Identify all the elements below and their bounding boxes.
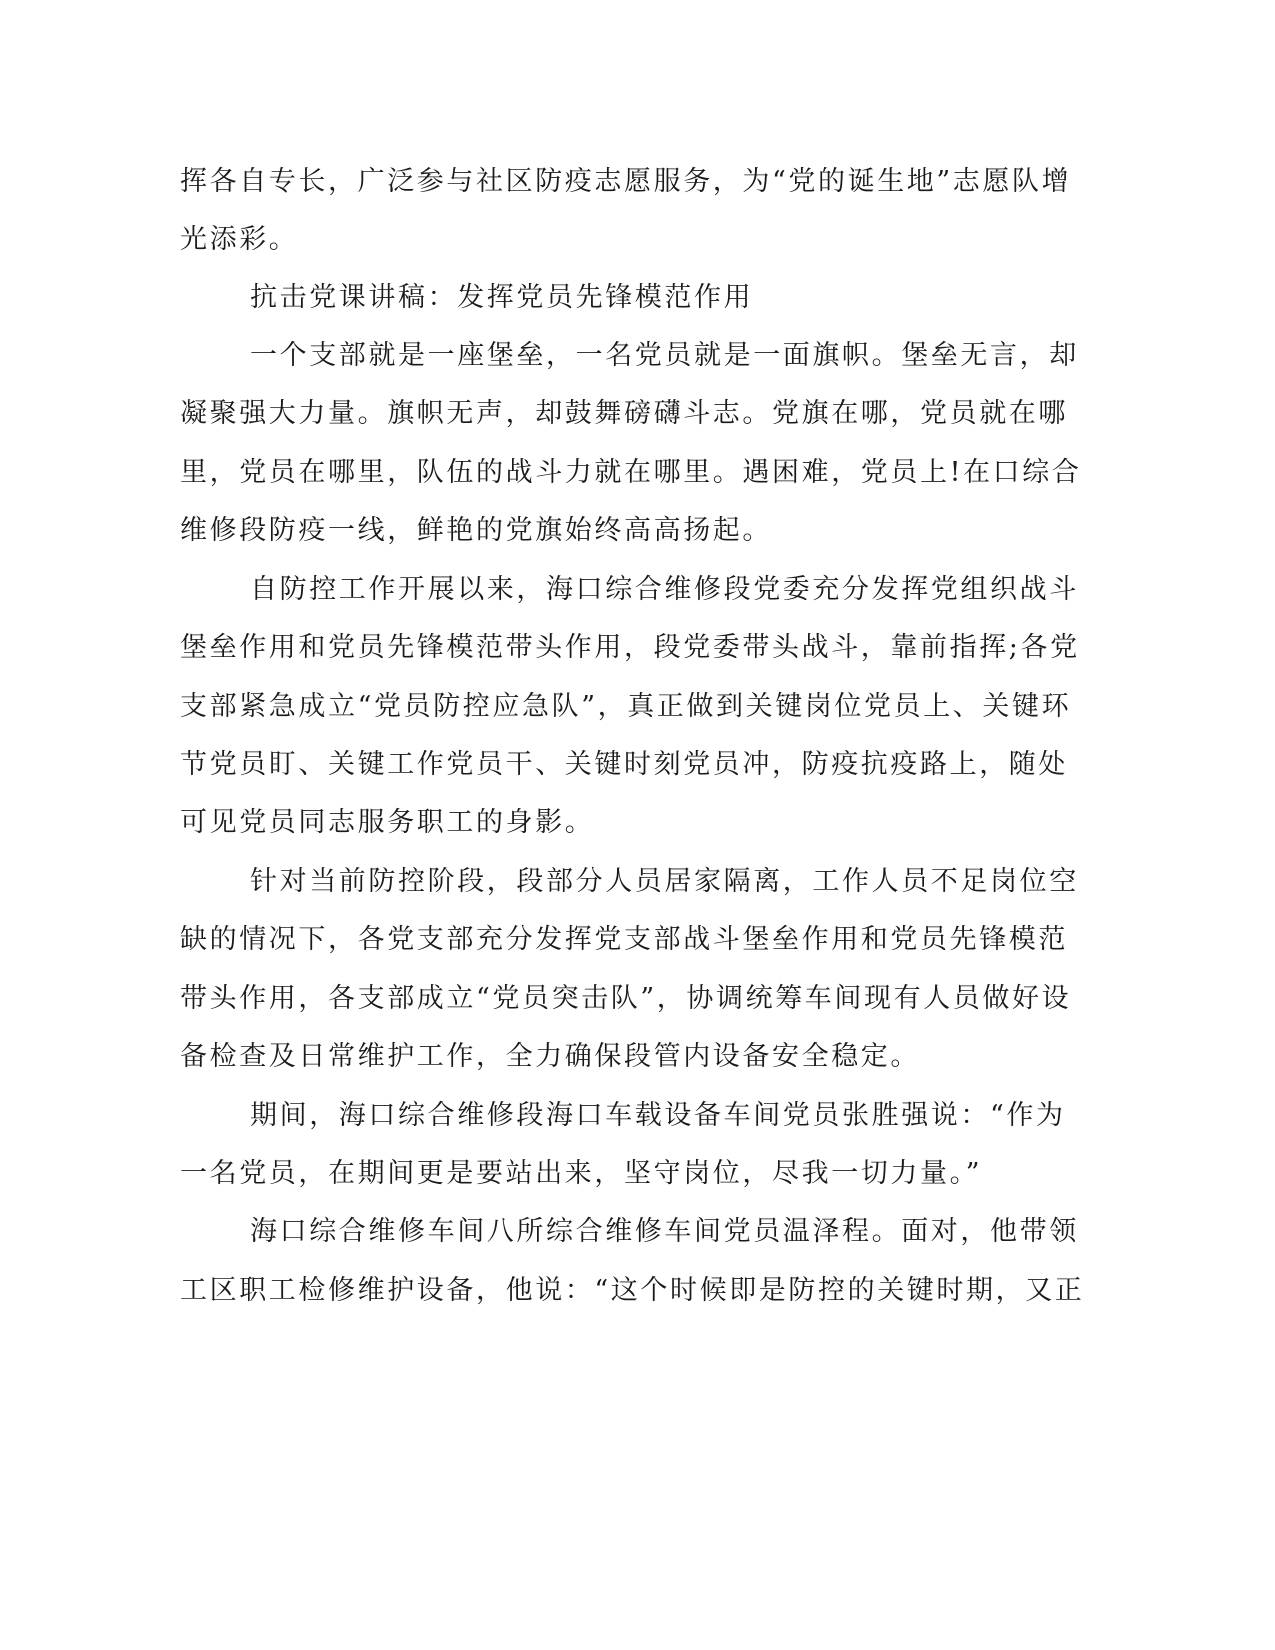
text-line: 带头作用，各支部成立“党员突击队”，协调统筹车间现有人员做好设 — [180, 983, 1072, 1014]
text-line: 海口综合维修车间八所综合维修车间党员温泽程。面对，他带领 — [250, 1216, 1079, 1247]
text-line: 针对当前防控阶段，段部分人员居家隔离，工作人员不足岗位空 — [250, 866, 1079, 897]
text-line: 工区职工检修维护设备，他说：“这个时候即是防控的关键时期，又正 — [180, 1275, 1085, 1306]
text-line: 里，党员在哪里，队伍的战斗力就在哪里。遇困难，党员上!在口综合 — [180, 457, 1082, 488]
text-line: 期间，海口综合维修段海口车载设备车间党员张胜强说：“作为 — [250, 1100, 1066, 1131]
text-line: 凝聚强大力量。旗帜无声，却鼓舞磅礴斗志。党旗在哪，党员就在哪 — [180, 398, 1068, 429]
text-line: 一名党员，在期间更是要站出来，坚守岗位，尽我一切力量。” — [180, 1158, 983, 1189]
text-line: 一个支部就是一座堡垒，一名党员就是一面旗帜。堡垒无言，却 — [250, 340, 1079, 371]
text-line: 自防控工作开展以来，海口综合维修段党委充分发挥党组织战斗 — [250, 574, 1079, 605]
text-line: 支部紧急成立“党员防控应急队”，真正做到关键岗位党员上、关键环 — [180, 691, 1072, 722]
section-heading: 抗击党课讲稿：发挥党员先锋模范作用 — [250, 282, 754, 313]
text-line: 堡垒作用和党员先锋模范带头作用，段党委带头战斗，靠前指挥;各党 — [180, 632, 1080, 663]
text-line: 备检查及日常维护工作，全力确保段管内设备安全稳定。 — [180, 1041, 920, 1072]
text-line: 节党员盯、关键工作党员干、关键时刻党员冲，防疫抗疫路上，随处 — [180, 749, 1068, 780]
text-line: 维修段防疫一线，鲜艳的党旗始终高高扬起。 — [180, 515, 772, 546]
text-line: 光添彩。 — [180, 224, 299, 255]
text-line: 缺的情况下，各党支部充分发挥党支部战斗堡垒作用和党员先锋模范 — [180, 924, 1068, 955]
text-line: 可见党员同志服务职工的身影。 — [180, 807, 595, 838]
text-line: 挥各自专长，广泛参与社区防疫志愿服务，为“党的诞生地”志愿队增 — [180, 166, 1072, 197]
